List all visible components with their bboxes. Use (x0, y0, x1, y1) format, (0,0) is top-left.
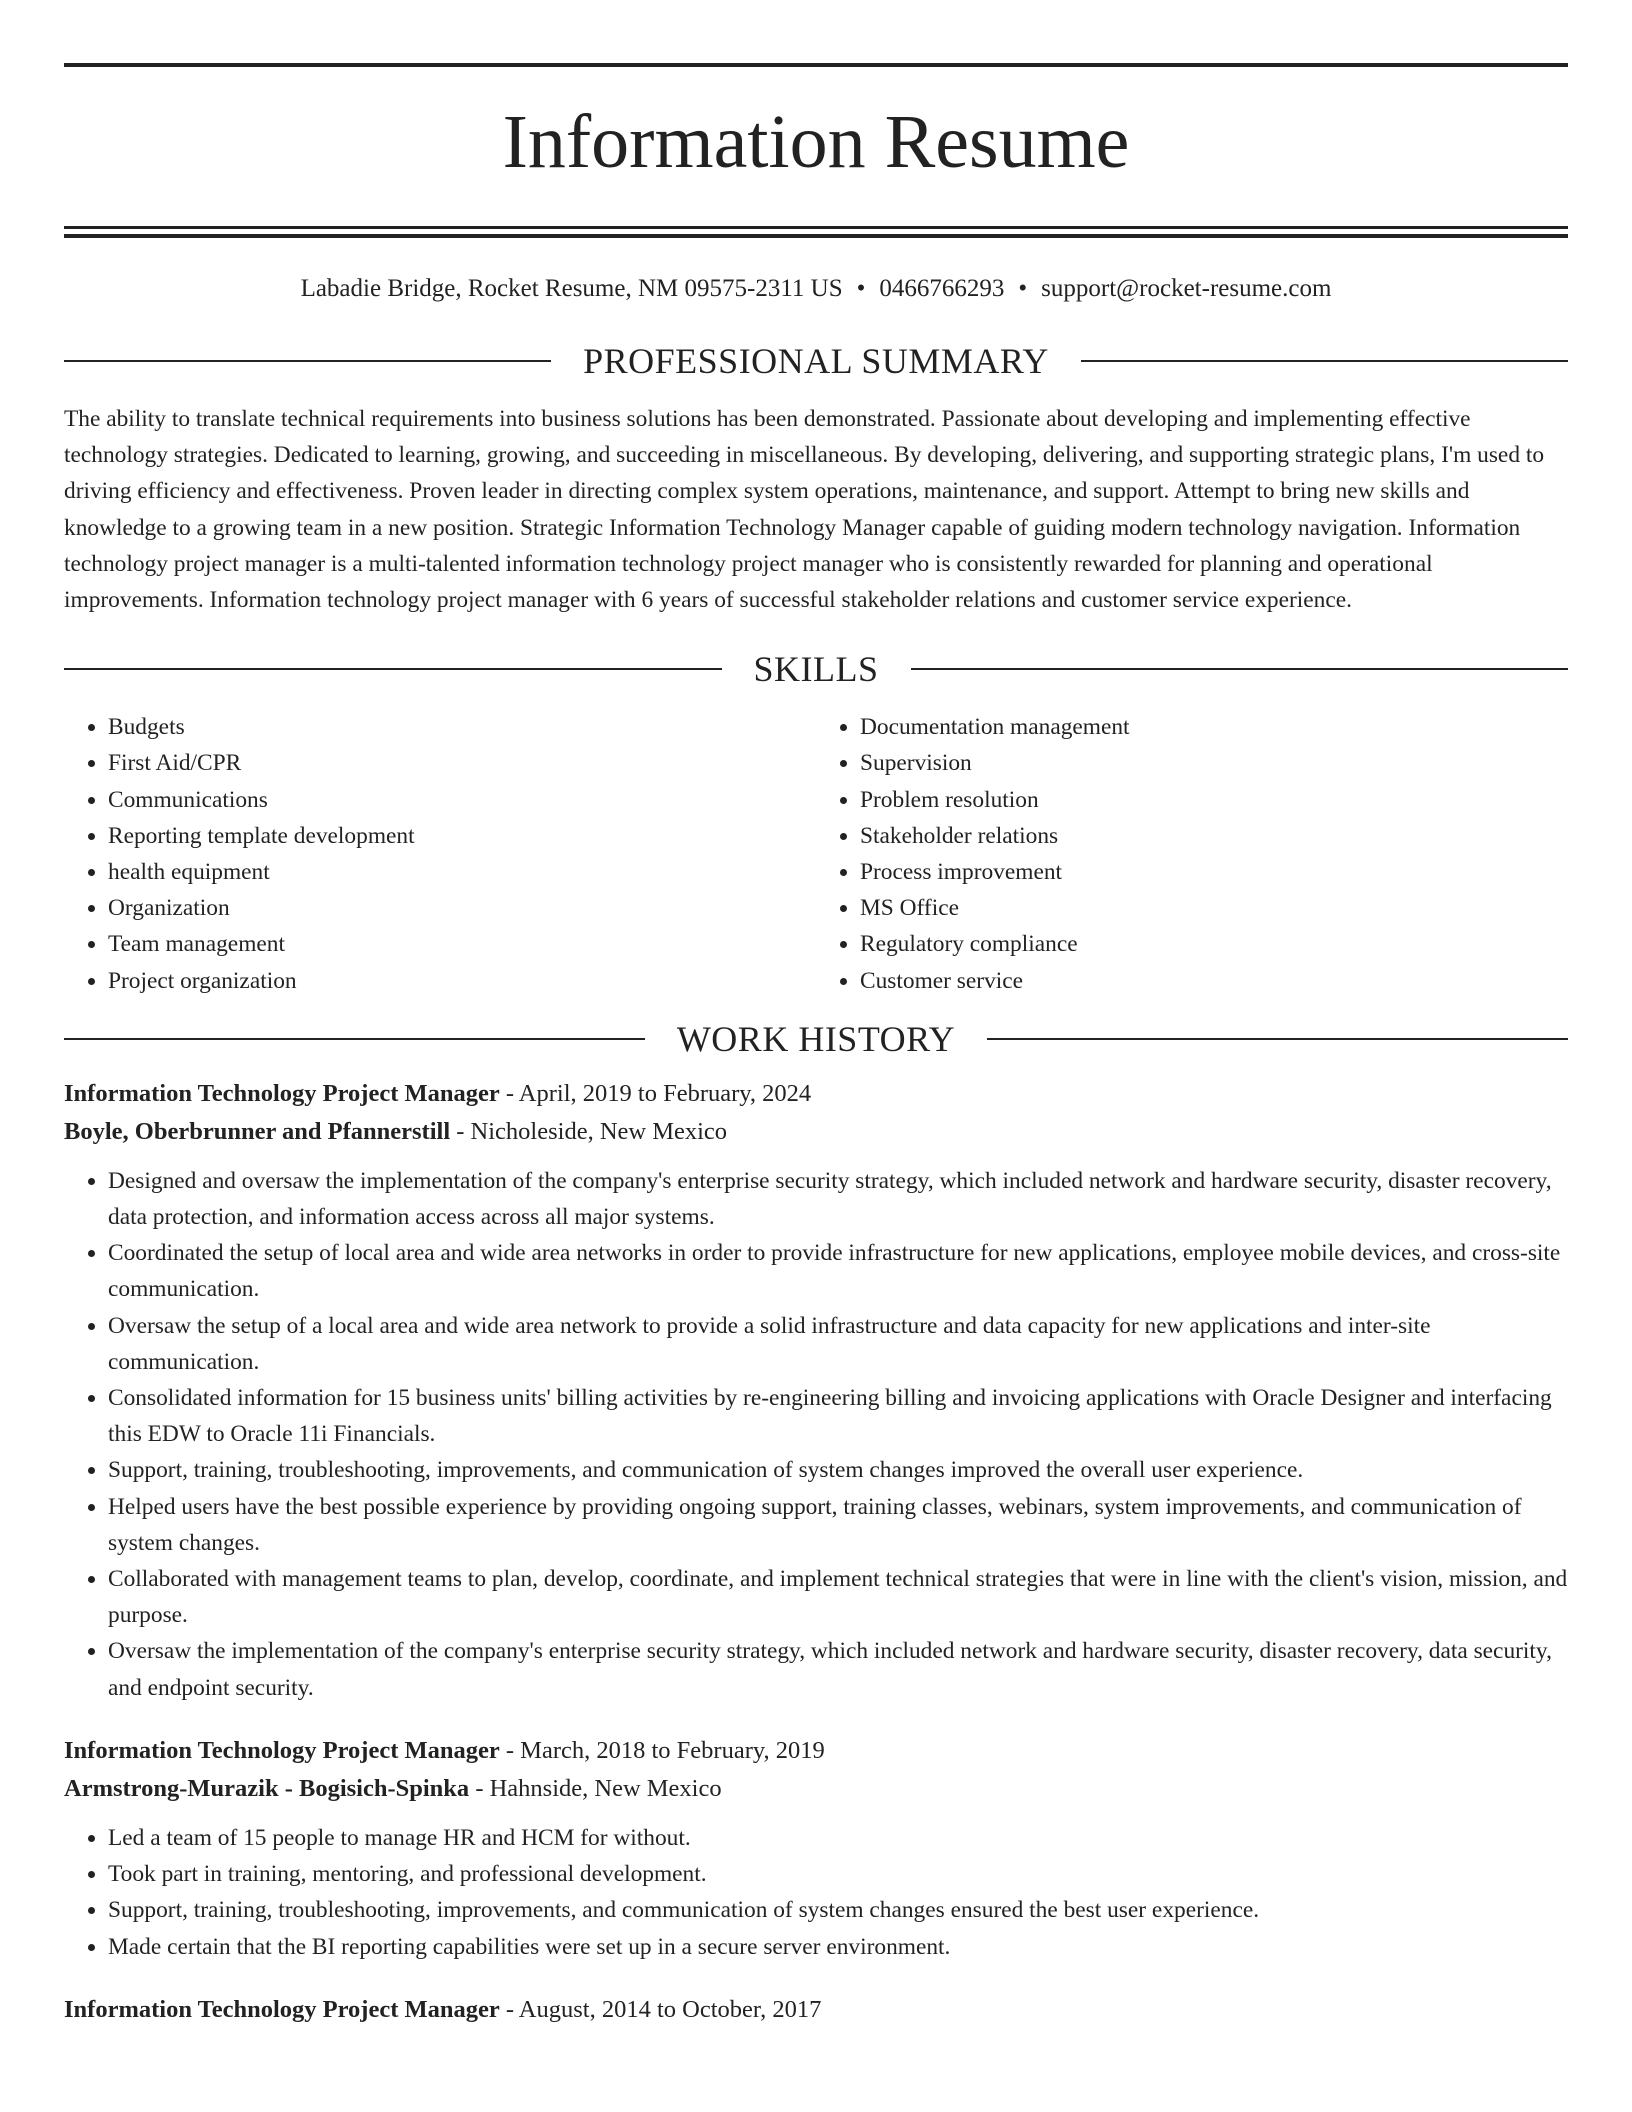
separator: • (1018, 275, 1028, 302)
skill-item: • Stakeholder relations (860, 818, 1568, 854)
job-bullet: • Collaborated with management teams to plan, develop, coordinate, and implement technical strategies that were in line with the client's vision, mission, and purpose. (108, 1561, 1568, 1633)
job-company-line (64, 1770, 1568, 1808)
skills-list (64, 709, 1568, 999)
job-location: - Nicholeside, New Mexico (450, 1117, 728, 1145)
skill-item: • Project organization (108, 963, 816, 999)
skill-item: • Process improvement (860, 854, 1568, 890)
job-bullet: • Helped users have the best possible experience by providing ongoing support, training classes, webinars, system improvements, and communication of system changes. (108, 1489, 1568, 1561)
job-bullet: • Support, training, troubleshooting, improvements, and communication of system changes ensured the best user experience. (108, 1892, 1568, 1928)
job-bullet: • Oversaw the implementation of the company's enterprise security strategy, which included network and hardware security, disaster recovery, data security, and endpoint security. (108, 1633, 1568, 1705)
skills-heading (64, 649, 1568, 689)
job-title-line (64, 1732, 1568, 1770)
job-bullet: • Took part in training, mentoring, and professional development. (108, 1856, 1568, 1892)
job-entry (64, 1991, 1568, 2029)
job-entry (64, 1732, 1568, 1965)
job-bullet: • Support, training, troubleshooting, improvements, and communication of system changes improved the overall user experience. (108, 1452, 1568, 1488)
skill-item: • Regulatory compliance (860, 926, 1568, 962)
job-bullet: • Consolidated information for 15 business units' billing activities by re-engineering billing and invoicing applications with Oracle Designer and interfacing this EDW to Oracle 11i Financials. (108, 1380, 1568, 1452)
section-title: SKILLS (753, 649, 879, 690)
resume-name: Information Resume (502, 100, 1130, 184)
job-bullet: • Oversaw the setup of a local area and wide area network to provide a solid infrastructure and data capacity for new applications and inter-site communication. (108, 1308, 1568, 1380)
job-location: - Hahnside, New Mexico (469, 1774, 722, 1802)
separator: • (856, 275, 866, 302)
job-bullet: • Designed and oversaw the implementation of the company's enterprise security strategy, which included network and hardware security, disaster recovery, data protection, and information access across all major systems. (108, 1163, 1568, 1235)
job-dates: - April, 2019 to February, 2024 (499, 1079, 812, 1107)
double-rule (64, 226, 1568, 238)
job-bullets (64, 1820, 1568, 1965)
skill-item: • Organization (108, 890, 816, 926)
job-bullet: • Made certain that the BI reporting capabilities were set up in a secure server environment. (108, 1929, 1568, 1965)
job-dates: - March, 2018 to February, 2019 (499, 1736, 825, 1764)
skill-item: • Team management (108, 926, 816, 962)
address: Labadie Bridge, Rocket Resume, NM 09575-2311 US (300, 275, 843, 302)
skill-item: • health equipment (108, 854, 816, 890)
job-entry (64, 1075, 1568, 1706)
job-bullet: • Led a team of 15 people to manage HR and HCM for without. (108, 1820, 1568, 1856)
skills-column-right (816, 709, 1568, 999)
skill-item: • Problem resolution (860, 782, 1568, 818)
skill-item: • Documentation management (860, 709, 1568, 745)
contact-line (64, 274, 1568, 304)
job-title-line (64, 1075, 1568, 1113)
skill-item: • MS Office (860, 890, 1568, 926)
section-title: PROFESSIONAL SUMMARY (583, 341, 1049, 381)
job-company: Armstrong-Murazik - Bogisich-Spinka (64, 1774, 470, 1802)
email: support@rocket-resume.com (1041, 275, 1332, 302)
job-role: Information Technology Project Manager (64, 1736, 500, 1764)
skill-item: • Budgets (108, 709, 816, 745)
job-title-line (64, 1991, 1568, 2029)
skills-column-left (64, 709, 816, 999)
job-role: Information Technology Project Manager (64, 1079, 500, 1107)
job-bullets (64, 1163, 1568, 1706)
skill-item: • Reporting template development (108, 818, 816, 854)
job-role: Information Technology Project Manager (64, 1995, 500, 2023)
section-title: WORK HISTORY (676, 1018, 956, 1059)
skill-item: • Supervision (860, 745, 1568, 781)
work-heading (64, 1019, 1568, 1059)
skill-item: • Communications (108, 782, 816, 818)
job-bullet: • Coordinated the setup of local area and wide area networks in order to provide infrastructure for new applications, employee mobile devices, and cross-site communication. (108, 1235, 1568, 1307)
summary-heading (64, 341, 1568, 381)
work-history (64, 1075, 1568, 2029)
phone: 0466766293 (879, 275, 1005, 302)
job-company-line (64, 1113, 1568, 1151)
skill-item: • First Aid/CPR (108, 745, 816, 781)
top-rule (64, 63, 1568, 67)
job-dates: - August, 2014 to October, 2017 (499, 1995, 822, 2023)
skill-item: • Customer service (860, 963, 1568, 999)
job-company: Boyle, Oberbrunner and Pfannerstill (64, 1117, 451, 1145)
summary-text: The ability to translate technical requirements into business solutions has been demonstrated. Passionate about developing and implementing effective technology strategies. Dedicated to learning, growing, and succeeding in miscellaneous. By developing, delivering, and supporting strategic plans, I'm used to driving efficiency and effectiveness. Proven leader in directing complex system operations, maintenance, and support. Attempt to bring new skills and knowledge to a growing team in a new position. Strategic Information Technology Manager capable of guiding modern technology navigation. Information technology project manager is a multi-talented information technology project manager who is consistently rewarded for planning and operational improvements. Information technology project manager with 6 years of successful stakeholder relations and customer service experience. (64, 406, 1545, 614)
